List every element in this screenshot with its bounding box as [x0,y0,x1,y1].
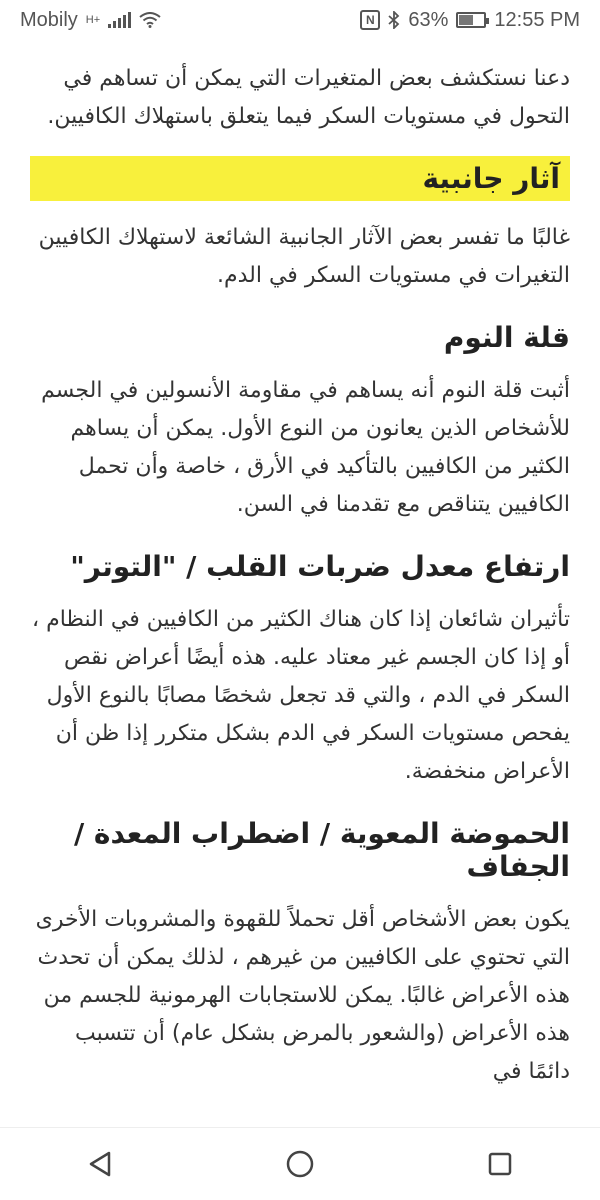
status-bar [0,0,600,40]
back-triangle-icon [87,1150,113,1178]
navigation-bar [0,1127,600,1200]
battery-icon [456,12,486,28]
signal-icon [108,12,131,28]
subsection-body-heartburn: يكون بعض الأشخاص أقل تحملاً للقهوة والمشروبات الأخرى التي تحتوي على الكافيين من غيرهم ، لذلك يمكن أن تحدث هذه الأعراض غالبًا. يمكن للاستجابات الهرمونية للجسم من هذه الأعراض (والشعور بالمرض بشكل عام) أن تتسبب دائمًا في [35,907,570,1084]
network-type: H+ [85,14,101,26]
recents-button[interactable] [470,1134,530,1194]
back-button[interactable] [70,1134,130,1194]
subsection-title-heartburn: الحموضة المعوية / اضطراب المعدة / الجفاف [73,817,570,883]
home-circle-icon [285,1149,315,1179]
subsection-body-heart-rate: تأثيران شائعان إذا كان هناك الكثير من الكافيين في النظام ، أو إذا كان الجسم غير معتاد عليه. هذه أيضًا أعراض نقص السكر في الدم ، والتي قد تجعل شخصًا مصابًا بالنوع الأول يفحص مستويات السكر في الدم بشكل متكرر إذا ظن أن الأعراض منخفضة. [32,607,570,784]
wifi-icon [139,12,161,28]
recents-square-icon [487,1151,513,1177]
section-title-side-effects: آثار جانبية [30,156,570,201]
article-content[interactable] [0,40,600,1128]
status-right [360,9,580,32]
intro-paragraph: دعنا نستكشف بعض المتغيرات التي يمكن أن تساهم في التحول في مستويات السكر فيما يتعلق باستهلاك الكافيين. [47,66,570,129]
subsection-body-sleep: أثبت قلة النوم أنه يساهم في مقاومة الأنسولين في الجسم للأشخاص الذين يعانون من النوع الأول. يمكن أن يساهم الكثير من الكافيين بالتأكيد في الأرق ، خاصة وأن تحمل الكافيين يتناقص مع تقدمنا في السن. [41,378,570,517]
battery-percent: 63% [408,8,449,31]
home-button[interactable] [270,1134,330,1194]
clock-time: 12:55 PM [494,8,580,31]
status-left [20,9,161,32]
subsection-title-heart-rate: ارتفاع معدل ضربات القلب / "التوتر" [70,550,570,583]
carrier-name: Mobily [20,8,78,31]
bluetooth-icon [388,11,400,29]
subsection-title-sleep: قلة النوم [443,321,570,354]
section-intro-paragraph: غالبًا ما تفسر بعض الآثار الجانبية الشائعة لاستهلاك الكافيين التغيرات في مستويات السكر في الدم. [38,225,570,288]
nfc-icon: N [360,10,380,30]
